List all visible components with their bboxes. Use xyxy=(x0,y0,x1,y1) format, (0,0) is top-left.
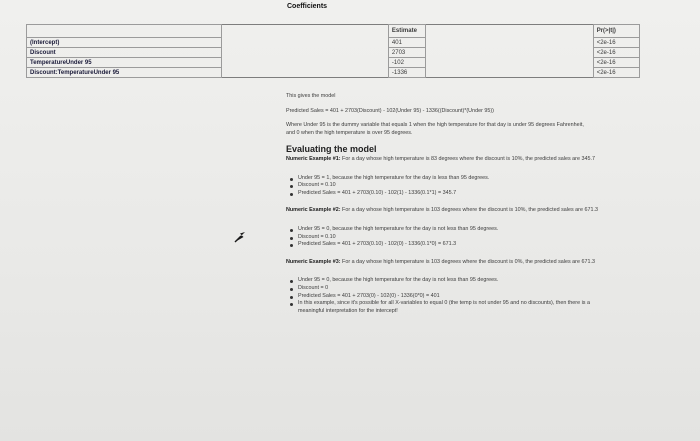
header-pvalue: Pr(>|t|) xyxy=(593,25,639,38)
row-estimate: 401 xyxy=(388,38,426,48)
list-item: Predicted Sales = 401 + 2703(0.10) - 102(1) - 1336(0.1*1) = 345.7 xyxy=(298,190,626,198)
table-row xyxy=(27,48,640,58)
row-gap xyxy=(221,68,388,78)
row-name: Discount:TemperatureUnder 95 xyxy=(27,68,222,78)
row-pvalue: <2e-16 xyxy=(593,68,639,78)
dummy-variable-description: Where Under 95 is the dummy variable that equals 1 when the high temperature for that day is under 95 degrees Fahrenheit, and 0 when the high temperature is over 95 degrees. xyxy=(286,122,584,136)
page-title: Coefficients xyxy=(287,3,328,10)
list-item: Predicted Sales = 401 + 2703(0) - 102(0) - 1336(0*0) = 401 xyxy=(298,293,603,301)
row-gap xyxy=(221,38,388,48)
list-item: Discount = 0.10 xyxy=(298,182,626,190)
example-2-paragraph xyxy=(286,207,606,215)
list-item: In this example, since it's possible for all X-variables to equal 0 (the temp is not under 95 and no discounts), then there is a meaningful interpretation for the intercept! xyxy=(298,300,603,315)
example-3-paragraph xyxy=(286,259,606,267)
list-item: Under 95 = 0, because the high temperature for the day is not less than 95 degrees. xyxy=(298,277,603,285)
example-1-text: For a day whose high temperature is 83 degrees where the discount is 10%, the predicted sales are 345.7 xyxy=(340,155,595,162)
row-pvalue: <2e-16 xyxy=(593,58,639,68)
document-body xyxy=(286,93,626,315)
example-2-title: Numeric Example #2: xyxy=(286,207,341,214)
table-row xyxy=(27,68,640,78)
table-row xyxy=(27,38,640,48)
row-pvalue: <2e-16 xyxy=(593,48,639,58)
list-item: Under 95 = 1, because the high temperature for the day is less than 95 degrees. xyxy=(298,175,626,183)
row-gap xyxy=(426,58,593,68)
header-blank xyxy=(27,25,222,38)
list-item: Discount = 0.10 xyxy=(298,234,626,242)
row-estimate: 2703 xyxy=(388,48,426,58)
row-pvalue: <2e-16 xyxy=(593,38,639,48)
example-1-title: Numeric Example #1: xyxy=(286,155,341,162)
example-1-paragraph xyxy=(286,156,606,164)
example-2-text: For a day whose high temperature is 103 degrees where the discount is 10%, the predicted sales are 671.3 xyxy=(340,207,598,214)
row-estimate: -1336 xyxy=(388,68,426,78)
example-1-bullets xyxy=(286,175,626,198)
header-gap-2 xyxy=(426,25,593,38)
table-header-row xyxy=(27,25,640,38)
list-item: Under 95 = 0, because the high temperature for the day is not less than 95 degrees. xyxy=(298,226,626,234)
list-item: Predicted Sales = 401 + 2703(0.10) - 102(0) - 1336(0.1*0) = 671.3 xyxy=(298,241,626,249)
table-row xyxy=(27,58,640,68)
row-gap xyxy=(426,38,593,48)
section-heading: Evaluating the model xyxy=(286,144,377,155)
example-3-text: For a day whose high temperature is 103 degrees where the discount is 0%, the predicted sales are 671.3 xyxy=(340,258,595,265)
row-name: Discount xyxy=(27,48,222,58)
header-gap xyxy=(221,25,388,38)
row-name: (Intercept) xyxy=(27,38,222,48)
mouse-pointer-icon xyxy=(233,230,247,244)
row-gap xyxy=(221,58,388,68)
row-gap xyxy=(221,48,388,58)
example-2-bullets xyxy=(286,226,626,249)
list-item: Discount = 0 xyxy=(298,285,603,293)
row-gap xyxy=(426,68,593,78)
row-estimate: -102 xyxy=(388,58,426,68)
model-equation: Predicted Sales = 401 + 2703(Discount) - 102(Under 95) - 1336((Discount)*(Under 95)) xyxy=(286,107,494,114)
header-estimate: Estimate xyxy=(388,25,426,38)
coefficients-table xyxy=(26,24,640,78)
model-intro: This gives the model xyxy=(286,93,336,99)
example-3-bullets xyxy=(286,277,603,315)
row-name: TemperatureUnder 95 xyxy=(27,58,222,68)
row-gap xyxy=(426,48,593,58)
example-3-title: Numeric Example #3: xyxy=(286,258,341,265)
